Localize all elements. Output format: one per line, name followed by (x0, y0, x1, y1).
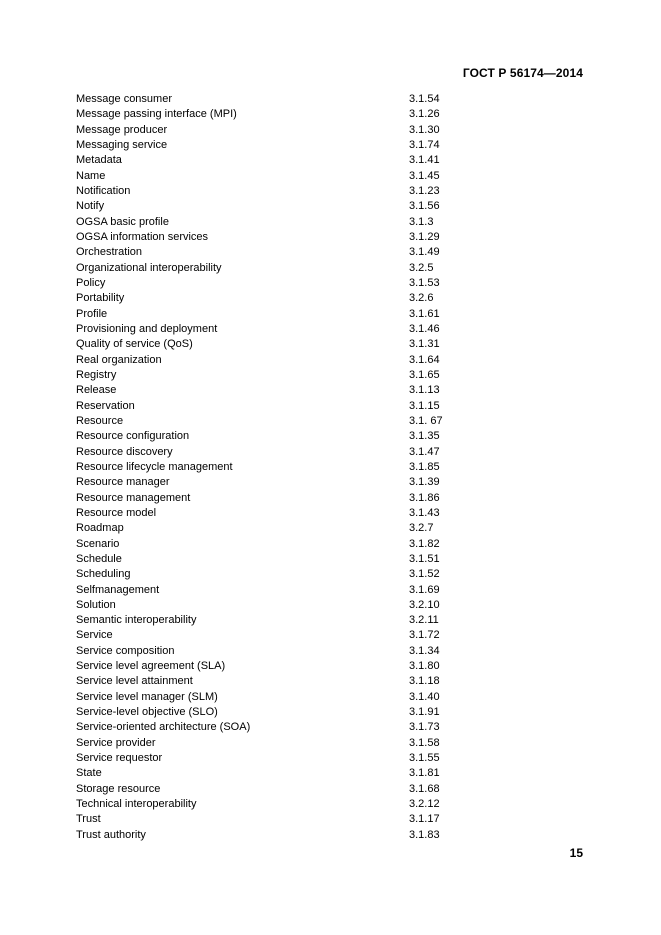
index-term: Organizational interoperability (76, 261, 222, 274)
index-reference: 3.1.15 (409, 399, 440, 412)
index-entry (76, 215, 476, 230)
index-reference: 3.1.29 (409, 230, 440, 243)
index-entry (76, 797, 476, 812)
index-entry (76, 261, 476, 276)
index-entry (76, 613, 476, 628)
index-reference: 3.1.54 (409, 93, 440, 105)
index-entry (76, 276, 476, 291)
index-reference: 3.1.64 (409, 353, 440, 366)
index-entry (76, 107, 476, 122)
index-term: Real organization (76, 353, 162, 366)
index-term: Selfmanagement (76, 583, 160, 596)
index-term: Notify (76, 200, 105, 213)
index-reference: 3.1.17 (409, 813, 440, 826)
index-reference: 3.1.82 (409, 537, 440, 550)
index-entry (76, 445, 476, 460)
index-entry (76, 429, 476, 444)
index-term: Solution (76, 598, 116, 611)
index-term: Roadmap (76, 522, 124, 535)
index-entry (76, 751, 476, 766)
index-entry (76, 552, 476, 567)
index-term: Service-level objective (SLO) (76, 706, 218, 719)
page-number: 15 (569, 846, 583, 860)
index-term: Resource discovery (76, 445, 173, 458)
index-entry (76, 766, 476, 781)
index-reference: 3.1.65 (409, 368, 440, 381)
index-term: Service level attainment (76, 675, 193, 688)
index-reference: 3.1.56 (409, 200, 440, 213)
index-reference: 3.1.52 (409, 568, 440, 581)
index-reference: 3.1.85 (409, 460, 440, 473)
index-reference: 3.1.40 (409, 690, 440, 703)
index-term: OGSA information services (76, 230, 209, 243)
index-reference: 3.1.74 (409, 138, 440, 151)
index-entry (76, 583, 476, 598)
index-reference: 3.2.6 (409, 292, 434, 305)
index-reference: 3.1.61 (409, 307, 440, 320)
index-term: Service-oriented architecture (SOA) (76, 721, 251, 734)
index-reference: 3.1.55 (409, 752, 440, 765)
index-term: Technical interoperability (76, 798, 197, 811)
index-term: Release (76, 384, 117, 397)
term-index-list (76, 92, 476, 843)
index-term: OGSA basic profile (76, 215, 169, 228)
index-entry (76, 506, 476, 521)
index-reference: 3.2.5 (409, 261, 434, 274)
index-reference: 3.1.34 (409, 644, 440, 657)
index-term: Service composition (76, 644, 175, 657)
index-reference: 3.1.18 (409, 675, 440, 688)
index-reference: 3.1.3 (409, 215, 434, 228)
index-reference: 3.1.53 (409, 276, 440, 289)
index-reference: 3.1.73 (409, 721, 440, 734)
index-reference: 3.1. 67 (409, 414, 443, 427)
index-entry (76, 307, 476, 322)
index-term: Metadata (76, 154, 122, 167)
index-reference: 3.1.69 (409, 583, 440, 596)
index-term: Profile (76, 307, 108, 320)
index-entry (76, 153, 476, 168)
index-term: Storage resource (76, 782, 161, 795)
index-reference: 3.1.47 (409, 445, 440, 458)
index-term: Quality of service (QoS) (76, 338, 193, 351)
index-reference: 3.1.13 (409, 384, 440, 397)
index-reference: 3.2.12 (409, 798, 440, 811)
index-entry (76, 567, 476, 582)
index-entry (76, 414, 476, 429)
index-entry (76, 291, 476, 306)
index-reference: 3.2.10 (409, 598, 440, 611)
index-reference: 3.1.39 (409, 476, 440, 489)
index-entry (76, 537, 476, 552)
index-term: Service level agreement (SLA) (76, 660, 226, 673)
index-entry (76, 690, 476, 705)
index-term: Notification (76, 184, 131, 197)
index-term: Service requestor (76, 752, 163, 765)
index-term: Schedule (76, 552, 122, 565)
index-entry (76, 184, 476, 199)
index-term: Reservation (76, 399, 135, 412)
index-reference: 3.1.31 (409, 338, 440, 351)
index-entry (76, 475, 476, 490)
index-entry (76, 521, 476, 536)
index-entry (76, 828, 476, 843)
index-reference: 3.1.86 (409, 491, 440, 504)
index-entry (76, 628, 476, 643)
index-reference: 3.1.83 (409, 828, 440, 841)
index-term: Message passing interface (MPI) (76, 108, 237, 121)
index-entry (76, 199, 476, 214)
index-entry (76, 720, 476, 735)
index-reference: 3.1.91 (409, 706, 440, 719)
index-entry (76, 491, 476, 506)
document-header-standard: ГОСТ Р 56174—2014 (462, 66, 583, 80)
index-term: State (76, 767, 102, 780)
index-reference: 3.2.7 (409, 522, 434, 535)
index-entry (76, 138, 476, 153)
index-reference: 3.1.81 (409, 767, 440, 780)
index-term: Registry (76, 368, 117, 381)
index-reference: 3.1.80 (409, 660, 440, 673)
index-reference: 3.1.45 (409, 169, 440, 182)
index-term: Portability (76, 292, 125, 305)
index-reference: 3.1.41 (409, 154, 440, 167)
index-entry (76, 644, 476, 659)
index-entry (76, 674, 476, 689)
index-reference: 3.1.26 (409, 108, 440, 121)
index-entry (76, 169, 476, 184)
index-entry (76, 337, 476, 352)
index-reference: 3.2.11 (409, 614, 439, 627)
index-entry (76, 598, 476, 613)
index-term: Policy (76, 276, 106, 289)
index-reference: 3.1.30 (409, 123, 440, 136)
index-entry (76, 230, 476, 245)
index-entry (76, 659, 476, 674)
index-term: Trust (76, 813, 101, 826)
index-entry (76, 368, 476, 383)
index-reference: 3.1.68 (409, 782, 440, 795)
index-reference: 3.1.58 (409, 736, 440, 749)
index-term: Resource management (76, 491, 191, 504)
index-term: Messaging service (76, 138, 168, 151)
index-reference: 3.1.72 (409, 629, 440, 642)
index-entry (76, 383, 476, 398)
index-term: Scheduling (76, 568, 131, 581)
index-entry (76, 812, 476, 827)
index-reference: 3.1.49 (409, 246, 440, 259)
index-term: Message consumer (76, 93, 172, 105)
index-term: Resource (76, 414, 124, 427)
index-reference: 3.1.51 (409, 552, 440, 565)
index-term: Resource manager (76, 476, 170, 489)
index-term: Message producer (76, 123, 168, 136)
index-term: Trust authority (76, 828, 146, 841)
index-term: Orchestration (76, 246, 143, 259)
index-term: Resource configuration (76, 430, 190, 443)
index-term: Provisioning and deployment (76, 322, 218, 335)
index-term: Service provider (76, 736, 156, 749)
index-entry (76, 322, 476, 337)
index-entry (76, 92, 476, 107)
index-term: Resource lifecycle management (76, 460, 233, 473)
index-term: Name (76, 169, 106, 182)
index-reference: 3.1.35 (409, 430, 440, 443)
index-term: Semantic interoperability (76, 614, 197, 627)
index-entry (76, 399, 476, 414)
index-term: Service level manager (SLM) (76, 690, 218, 703)
index-entry (76, 123, 476, 138)
index-reference: 3.1.23 (409, 184, 440, 197)
index-entry (76, 705, 476, 720)
index-entry (76, 353, 476, 368)
index-term: Service (76, 629, 113, 642)
index-term: Resource model (76, 506, 157, 519)
index-reference: 3.1.46 (409, 322, 440, 335)
index-term: Scenario (76, 537, 120, 550)
index-entry (76, 782, 476, 797)
index-entry (76, 736, 476, 751)
index-entry (76, 460, 476, 475)
index-reference: 3.1.43 (409, 506, 440, 519)
index-entry (76, 245, 476, 260)
